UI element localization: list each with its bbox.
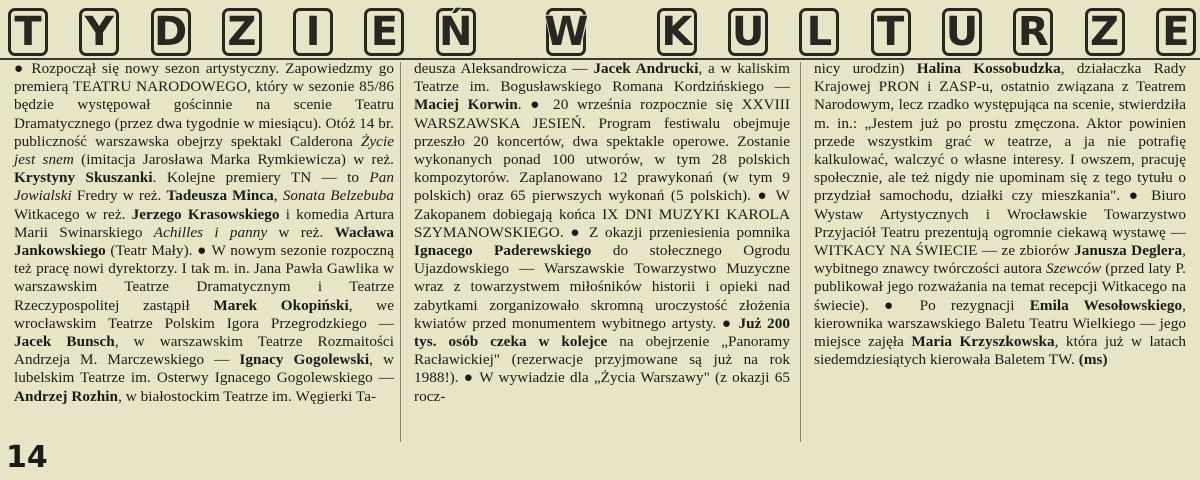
body-text: (imitacja Jarosława Marka Rymkiewicza) w reż. (73, 151, 395, 169)
body-text: , a w kaliskim Teatrze im. Bogusławskiego Romana Kordzińskiego — (414, 60, 790, 96)
section-title (8, 6, 1196, 58)
column-divider (400, 62, 401, 442)
italic-title: Życie jest snem (14, 132, 394, 169)
bold-name: Krystyny Skuszanki (14, 169, 153, 187)
title-letter: E (364, 8, 404, 56)
body-text: . ● 20 września rozpocznie się XXVIII WARSZAWSKA JESIEŃ. Program festiwalu obejmuje przeszło 20 koncertów, dwa spektakle operowe. Zostanie wykonanych ponad 100 utworów, w tym 28 polskich kompozytorów. Zaplanowano 12 prawykonań (w tym 9 polskich) oraz 65 pierwszych wykonań (5 polskich). ● W Zakopanem dobiegają końca IX DNI MUZYKI KAROLA SZYMANOWSKIEGO. ● Z okazji przeniesienia pomnika (414, 96, 790, 241)
bold-name: Jerzego Krasowskiego (131, 205, 280, 223)
bold-name: Marek Okopiński (213, 296, 349, 314)
bold-name: Tadeusza Minca (166, 187, 274, 205)
body-text: (przed laty P. publikował jego rozważania na temat recepcji Witkacego na świecie). ● Po rezygnacji (814, 260, 1186, 314)
body-text: , (273, 187, 283, 205)
body-text: , w warszawskim Teatrze Rozmaitości Andrzeja M. Marczewskiego — (14, 333, 394, 369)
title-letter: Z (222, 8, 262, 56)
body-text: i komedia Artura Marii Swinarskiego (14, 205, 394, 241)
body-text: , we wrocławskim Teatrze Polskim Igora Przegrodzkiego — (14, 296, 394, 332)
body-text: , w białostockim Teatrze im. Węgierki Ta- (118, 387, 377, 405)
bold-name: Halina Kossobudzka (916, 60, 1061, 77)
title-letter: R (1013, 8, 1053, 56)
article-column-2 (414, 60, 790, 406)
bold-name: (ms) (1078, 351, 1108, 369)
title-letter: Ń (436, 8, 476, 56)
title-letter: D (151, 8, 191, 56)
article-column-3 (814, 60, 1186, 369)
title-letter: T (8, 8, 48, 56)
body-text: ● Rozpoczął się nowy sezon artystyczny. Zapowiedzmy go premierą TEATRU NARODOWEGO, który w sezonie 85/86 będzie występował gościnnie na scenie Teatru Dramatycznego (przez dwa tygodnie w miesiącu). Otóż 14 br. publiczność warszawska obejrzy spektakl Calderona (14, 60, 394, 150)
title-word-gap (618, 8, 626, 56)
title-letter: E (1156, 8, 1196, 56)
italic-title: Achilles i panny (153, 223, 268, 241)
body-text: w reż. (267, 223, 335, 241)
italic-title: Szewców (1045, 260, 1102, 278)
body-text: , w lubelskim Teatrze im. Osterwy Ignacego Gogolewskiego — (14, 351, 394, 387)
body-text: Witkacego w reż. (14, 205, 132, 223)
title-letter: T (871, 8, 911, 56)
body-text: do stołecznego Ogrodu Ujazdowskiego — Warszawskie Towarzystwo Muzyczne wraz z towarzystwem miłośników historii i opieki nad zabytkami zorganizowało skromną uroczystość złożenia kwiatów przed monumentem wybitnego artysty. ● (414, 242, 790, 332)
title-letter: I (293, 8, 333, 56)
bold-name: Emila Wesołowskiego (1029, 296, 1183, 314)
italic-title: Pan Jowialski (14, 169, 394, 205)
article-column-1 (14, 60, 394, 406)
bold-name: Ignacego Paderewskiego (414, 242, 592, 260)
title-letter: Y (79, 8, 119, 56)
bold-name: Janusza Deglera (1074, 242, 1183, 260)
body-text: . Kolejne premiery TN — to (152, 169, 370, 187)
bold-name: Już 200 tys. osób czeka w kolejce (414, 314, 790, 351)
page-number: 14 (6, 440, 48, 475)
italic-title: Sonata Belzebuba (282, 187, 394, 205)
masthead (0, 0, 1200, 62)
title-letter: L (799, 8, 839, 56)
title-letter: U (728, 8, 768, 56)
bold-name: Maciej Korwin (414, 96, 518, 114)
body-text: (Teatr Mały). ● W nowym sezonie rozpoczną też pracę nowi dyrektorzy. I tak m. in. Jana Pawła Gawlika w warszawskim Teatrze Dramatycznym i Teatrze Rzeczypospolitej zastąpił (14, 242, 394, 314)
title-letter: U (942, 8, 982, 56)
body-text: na obejrzenie „Panoramy Racławickiej" (rezerwacje przyjmowane są już na rok 1988!). ● W wywiadzie dla „Życia Warszawy" (z okazji 65 rocz- (414, 333, 790, 405)
title-letter: W (544, 9, 589, 55)
title-letter: K (657, 8, 697, 56)
title-letter: Z (1085, 8, 1125, 56)
body-text: , która już w latach siedemdziesiątych kierowała Baletem TW. (814, 333, 1186, 369)
body-text: deusza Aleksandrowicza — (414, 60, 594, 77)
bold-name: Jacek Andrucki (593, 60, 699, 77)
title-word-gap (507, 8, 515, 56)
body-text: , kierownika warszawskiego Baletu Teatru Wielkiego — jego miejsce zajęła (814, 296, 1186, 351)
body-text: , wybitnego znawcy twórczości autora (814, 242, 1186, 278)
bold-name: Andrzej Rozhin (14, 387, 119, 405)
body-text: , działaczka Rady Krajowej PRON i ZASP-u, ostatnio związana z Teatrem Narodowym, lecz rzadko występująca na scenie, stwierdziła m. in.: „Jestem już po prostu zmęczona. Aktor powinien przede wszystkim grać w teatrze, a ja nie potrafię kalkulować, walczyć o własne interesy. I owszem, pracuję społecznie, ale też nigdy nie upominam się z tego tytułu o przydział samochodu, działki czy mieszkania". ● Biuro Wystaw Artystycznych i Wrocławskie Towarzystwo Przyjaciół Teatru prezentują ogromnie ciekawą wystawę — WITKACY NA ŚWIECIE — ze zbiorów (814, 60, 1186, 260)
body-text: nicy urodzin) (814, 60, 917, 77)
body-text: Fredry w reż. (71, 187, 167, 205)
bold-name: Jacek Bunsch (14, 333, 115, 351)
bold-name: Maria Krzyszkowska (911, 333, 1055, 351)
bold-name: Wacława Jankowskiego (14, 223, 394, 260)
bold-name: Ignacy Gogolewski (239, 351, 370, 369)
column-divider (800, 62, 801, 442)
